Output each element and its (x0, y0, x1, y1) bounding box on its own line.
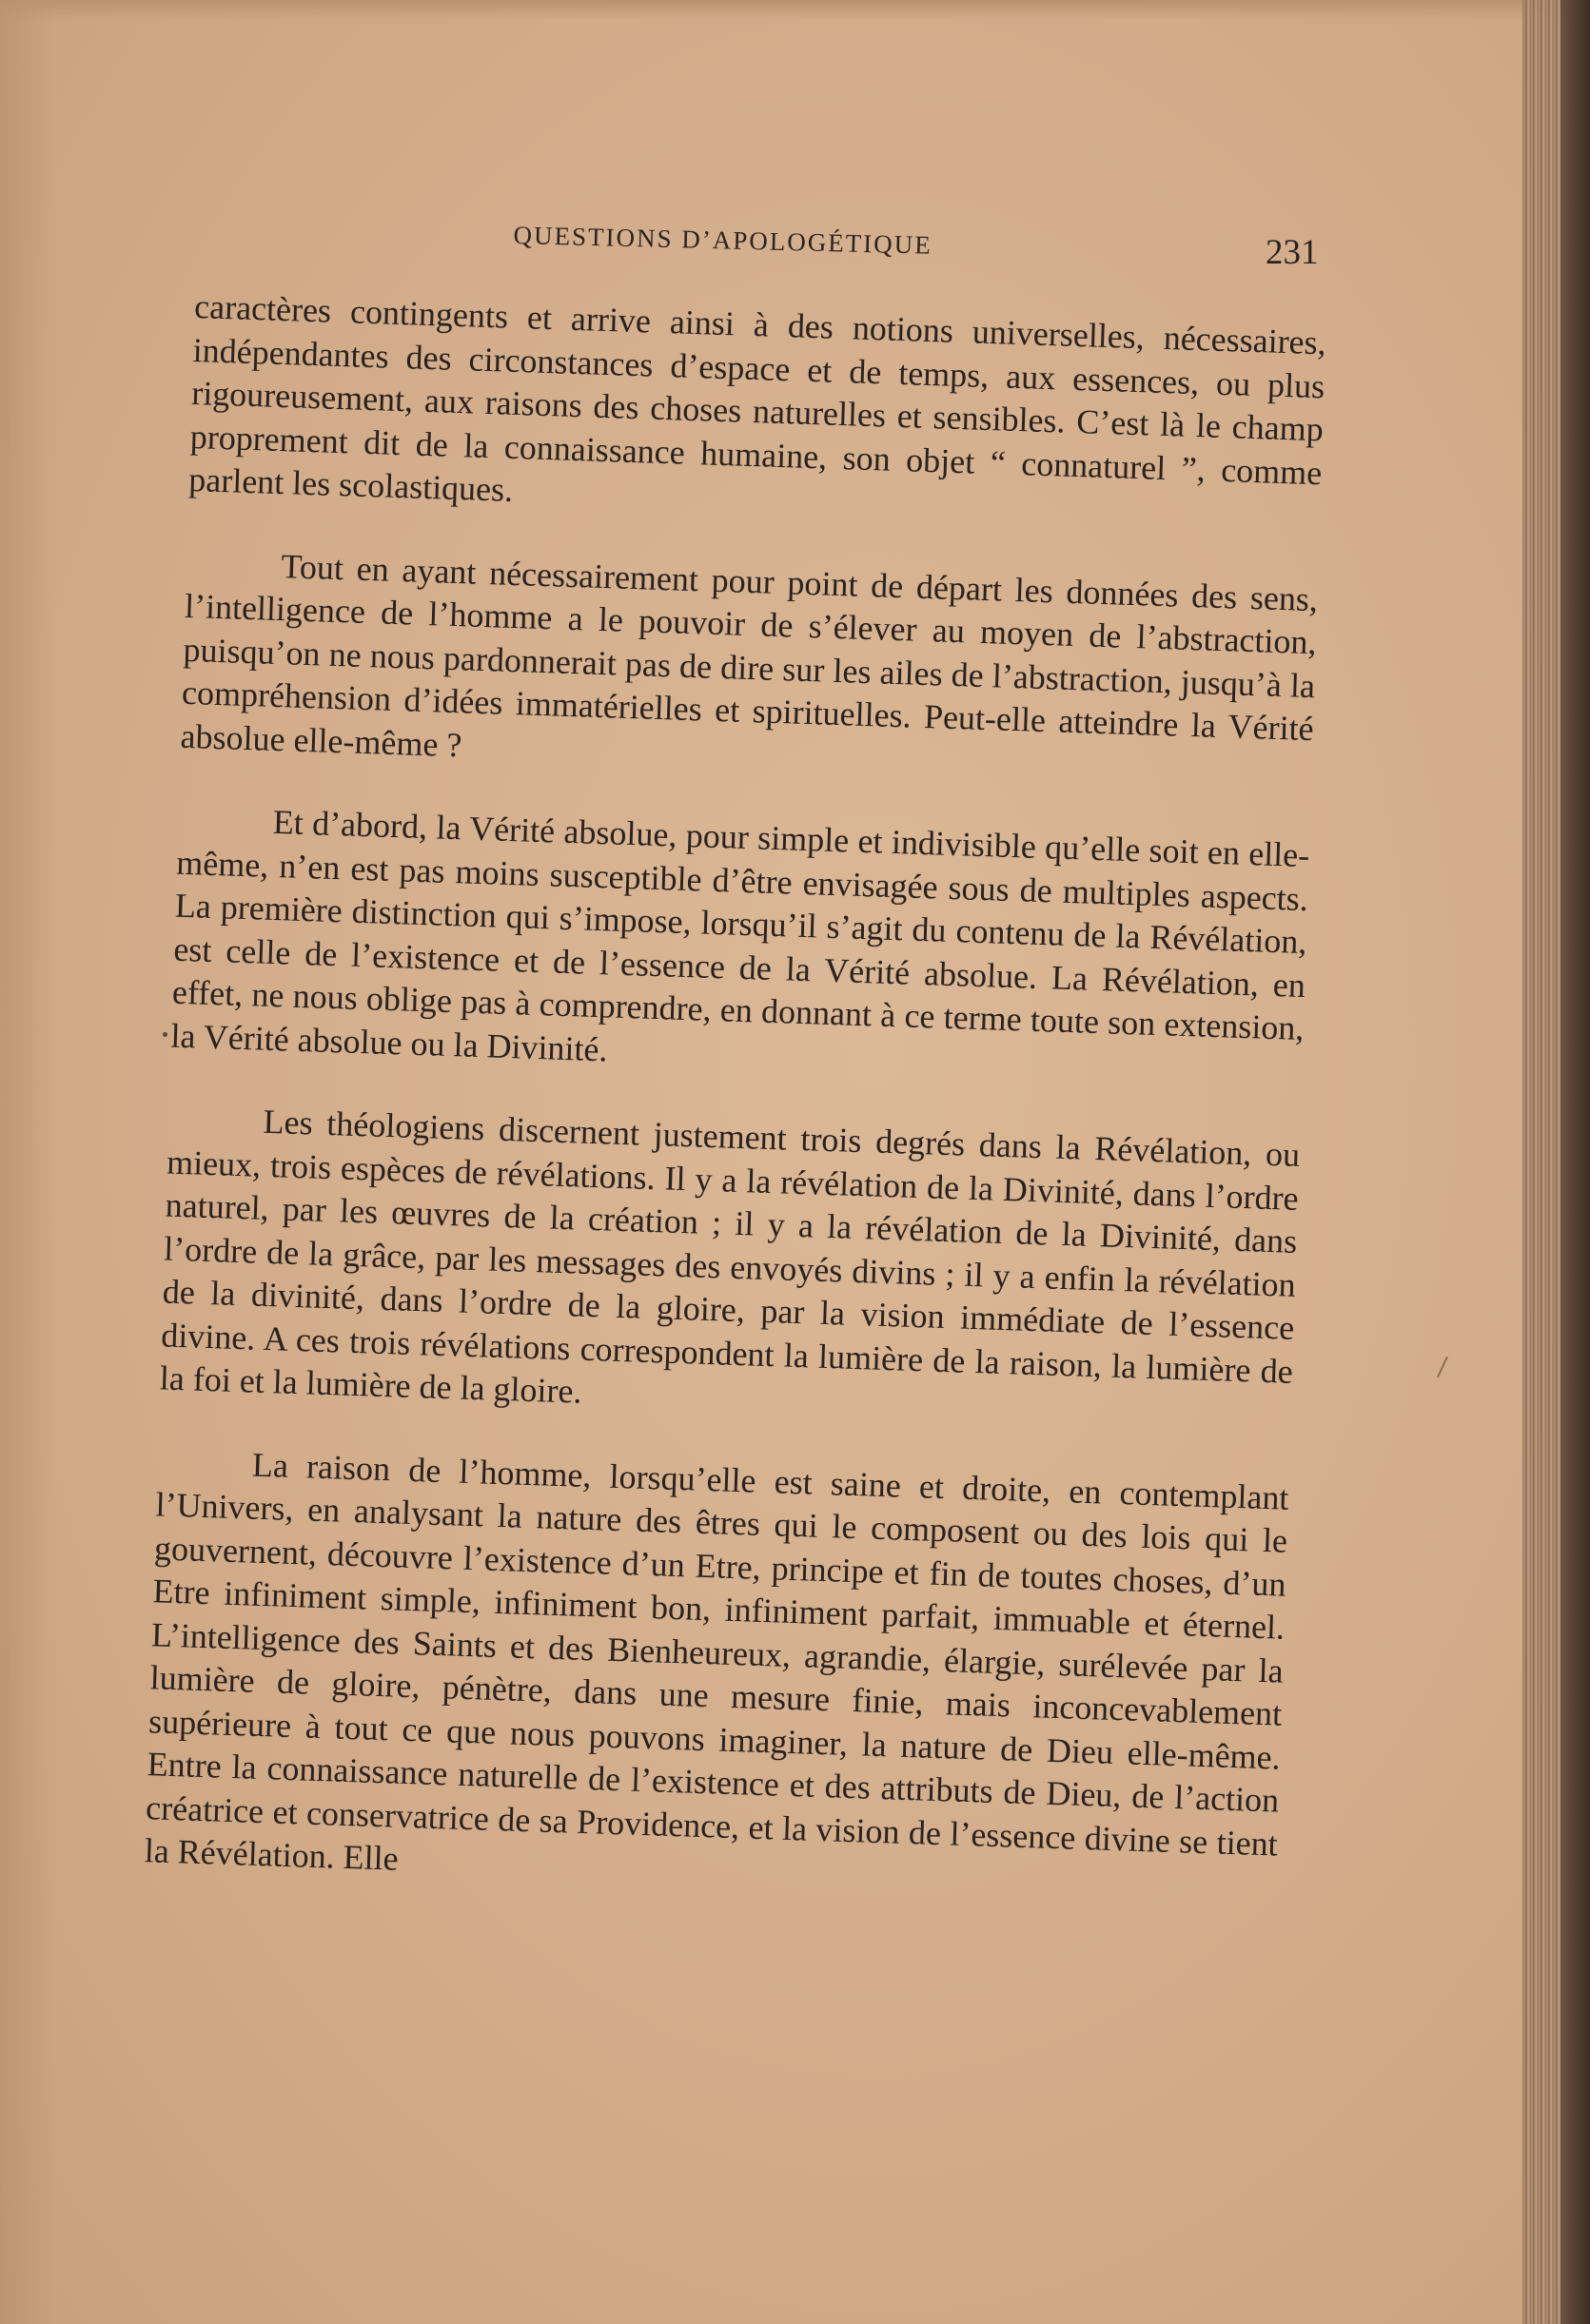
page-number: 231 (1266, 233, 1319, 272)
page-header (514, 217, 1332, 274)
paragraph-4: Les théologiens discernent justement trois degrés dans la Révélation, ou mieux, trois espèces de révélations. Il y a la révélation de la Divinité, dans l’ordre naturel, par les œuvres de la création ; il y a la révélation de la Divinité, dans l’ordre de la grâce, par les messages des envoyés divins ; il y a enfin la révélation de la divinité, dans l’ordre de la gloire, par la vision immédiate de l’essence divine. A ces trois révélations correspondent la lumière de la raison, la lumière de la foi et la lumière de la gloire. (159, 1102, 1301, 1411)
ink-speck (163, 1032, 167, 1037)
paragraph-3: Et d’abord, la Vérité absolue, pour simple et indivisible qu’elle soit en elle-même, n’en est pas moins susceptible d’être envisagée sous de multiples aspects. La première distinction qui s’impose, lorsqu’il s’agit du contenu de la Révélation, est celle de l’existence et de l’essence de la Vérité absolue. La Révélation, en effet, ne nous oblige pas à comprendre, en donnant à ce terme toute son extension, la Vérité absolue ou la Divinité. (169, 802, 1310, 1068)
running-head: QUESTIONS D’APOLOGÉTIQUE (513, 221, 933, 260)
left-page-shadow (0, 0, 57, 2324)
body-text (143, 285, 1327, 1949)
top-page-edge (0, 0, 1590, 21)
book-spine-shadow (1561, 0, 1590, 2324)
paragraph-1: caractères contingents et arrive ainsi à des notions universelles, nécessaires, indépendantes des circonstances d’espace et de temps, aux essences, ou plus rigoureusement, aux raisons des choses naturelles et sensibles. C’est là le champ proprement dit de la connaissance humaine, son objet “ connaturel ”, comme parlent les scolastiques. (187, 286, 1327, 509)
paragraph-5: La raison de l’homme, lorsqu’elle est saine et droite, en contemplant l’Univers, en analysant la nature des êtres qui le composent ou des lois qui le gouvernent, découvre l’existence d’un Etre, principe et fin de toutes choses, d’un Etre infiniment simple, infiniment bon, infiniment parfait, immuable et éternel. L’intelligence des Saints et des Bienheureux, agrandie, élargie, surélevée par la lumière de gloire, pénètre, dans une mesure finie, mais inconcevablement supérieure à tout ce que nous pouvons imaginer, la nature de Dieu elle-même. Entre la connaissance naturelle de l’existence et des attributs de Dieu, de l’action créatrice et conservatrice de sa Providence, et la vision de l’essence divine se tient la Révélation. Elle (144, 1445, 1290, 1878)
paragraph-2: Tout en ayant nécessairement pour point de départ les données des sens, l’intelligence de l’homme a le pouvoir de s’élever au moyen de l’abstraction, puisqu’on ne nous pardonnerait pas de dire sur les ailes de l’abstraction, jusqu’à la compréhension d’idées immatérielles et spirituelles. Peut-elle atteindre la Vérité absolue elle-même ? (180, 546, 1319, 764)
